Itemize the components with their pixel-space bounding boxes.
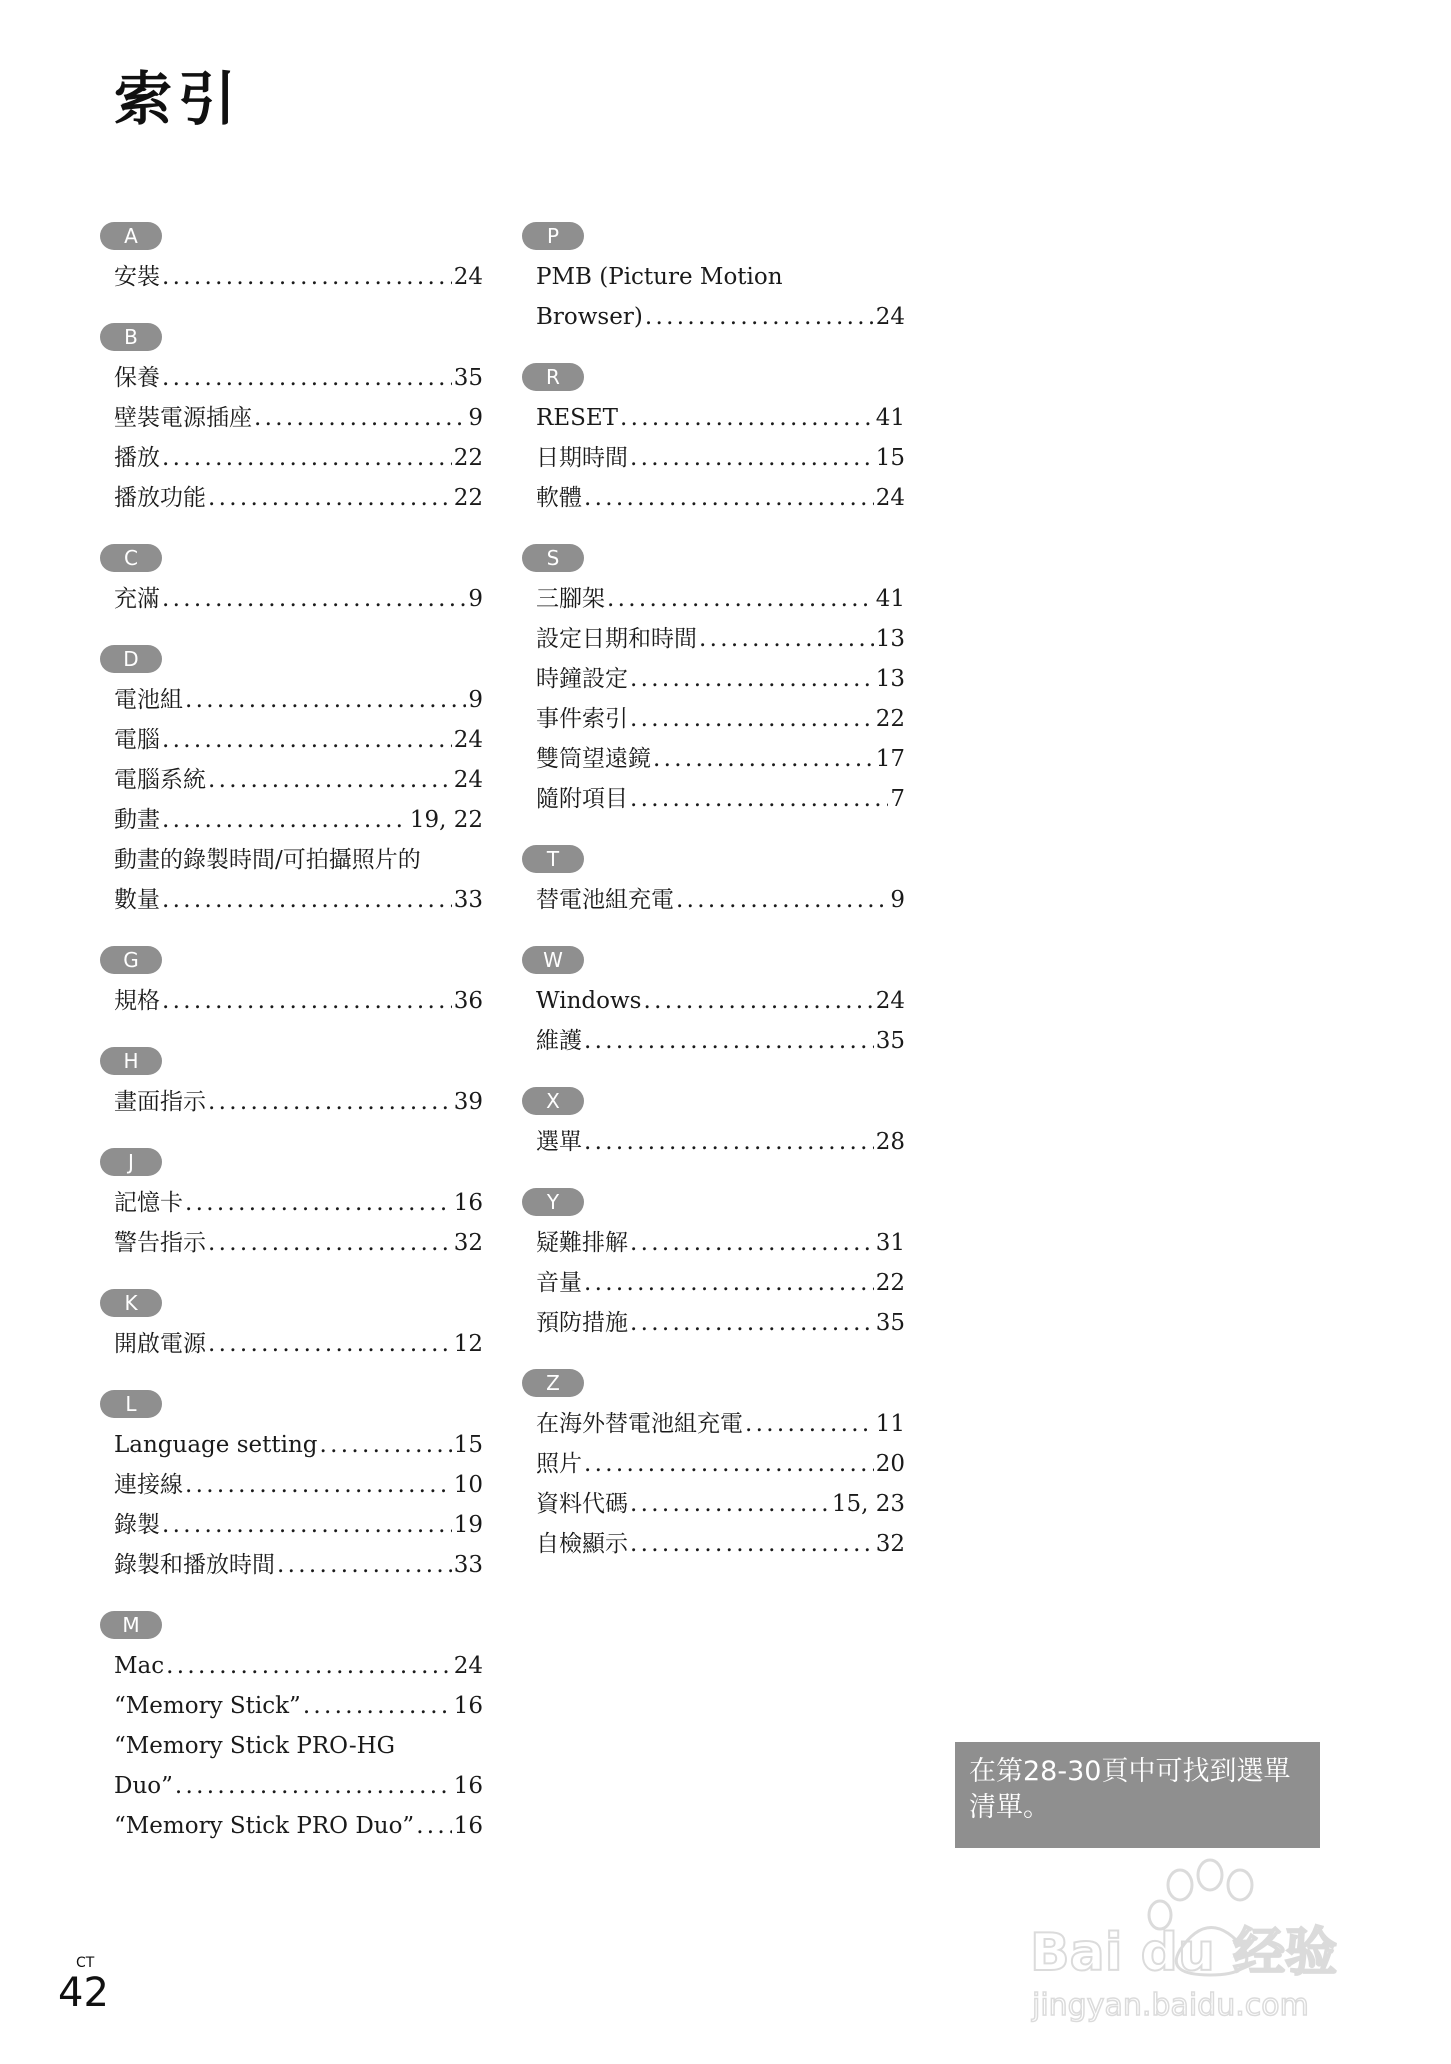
index-entry-page: 9 — [890, 887, 905, 913]
index-entry — [114, 579, 483, 619]
leader-dots — [676, 880, 888, 920]
index-entry-term: Mac — [114, 1653, 165, 1679]
index-entry-page: 41 — [875, 586, 905, 612]
index-entry-page: 19, 22 — [409, 807, 483, 833]
index-entry — [536, 398, 905, 438]
leader-dots — [416, 1806, 452, 1846]
index-entry — [114, 1324, 483, 1364]
leader-dots — [607, 579, 874, 619]
index-entry-term: 安裝 — [114, 264, 160, 290]
index-entry-page: 15, 23 — [831, 1491, 905, 1517]
section-letter-badge: H — [100, 1047, 162, 1075]
index-entry-page: 33 — [453, 887, 483, 913]
index-entry-page: 22 — [453, 445, 483, 471]
leader-dots — [745, 1404, 874, 1444]
index-entry-page: 33 — [453, 1552, 483, 1578]
index-entry — [536, 1021, 905, 1061]
index-entry — [536, 1223, 905, 1263]
index-entry-term: 壁裝電源插座 — [114, 405, 252, 431]
index-column-left — [100, 222, 483, 1872]
index-entry — [114, 1082, 483, 1122]
leader-dots — [208, 1324, 452, 1364]
leader-dots — [185, 680, 466, 720]
section-letter-badge: X — [522, 1087, 584, 1115]
section-letter-badge: D — [100, 645, 162, 673]
leader-dots — [643, 981, 873, 1021]
page-title: 索引 — [114, 65, 243, 133]
leader-dots — [175, 1766, 452, 1806]
index-entry — [536, 579, 905, 619]
section-letter-badge: L — [100, 1390, 162, 1418]
index-entry-page: 15 — [453, 1432, 483, 1458]
index-entry — [114, 680, 483, 720]
index-section — [522, 1369, 905, 1564]
index-entry-term: 選單 — [536, 1129, 582, 1155]
baidu-jingyan-watermark — [1030, 1855, 1370, 2025]
index-section — [522, 222, 905, 337]
index-entry-page: 7 — [890, 786, 905, 812]
index-entry-page: 24 — [453, 727, 483, 753]
index-entry-term: 日期時間 — [536, 445, 628, 471]
index-entry-page: 20 — [875, 1451, 905, 1477]
leader-dots — [162, 981, 452, 1021]
index-entry-term: 資料代碼 — [536, 1491, 628, 1517]
index-section — [100, 1289, 483, 1364]
index-section — [100, 1047, 483, 1122]
index-entry-page: 15 — [875, 445, 905, 471]
index-entry-page: 24 — [875, 304, 905, 330]
index-entry-page: 9 — [468, 687, 483, 713]
index-entry — [114, 1726, 483, 1806]
leader-dots — [653, 739, 874, 779]
index-entry-term: 設定日期和時間 — [536, 626, 697, 652]
index-entry-page: 13 — [875, 626, 905, 652]
leader-dots — [584, 1444, 874, 1484]
leader-dots — [162, 358, 452, 398]
index-entry — [114, 720, 483, 760]
index-entry-term: 三腳架 — [536, 586, 605, 612]
index-entry — [536, 478, 905, 518]
index-entry-page: 24 — [453, 264, 483, 290]
index-entry-term: “Memory Stick” — [114, 1693, 301, 1719]
index-entry — [536, 619, 905, 659]
index-entry-page: 22 — [875, 1270, 905, 1296]
leader-dots — [699, 619, 874, 659]
leader-dots — [162, 800, 408, 840]
index-entry-term: 替電池組充電 — [536, 887, 674, 913]
index-section — [100, 645, 483, 920]
index-entry — [114, 1425, 483, 1465]
index-entry-term: 事件索引 — [536, 706, 628, 732]
leader-dots — [277, 1545, 452, 1585]
index-entry-page: 32 — [453, 1230, 483, 1256]
index-entry-page: 31 — [875, 1230, 905, 1256]
leader-dots — [162, 438, 452, 478]
index-section — [522, 946, 905, 1061]
leader-dots — [630, 779, 888, 819]
index-entry — [114, 358, 483, 398]
index-entry — [114, 478, 483, 518]
index-entry-page: 35 — [875, 1310, 905, 1336]
index-entry-page: 32 — [875, 1531, 905, 1557]
index-entry-page: 22 — [875, 706, 905, 732]
section-letter-badge: B — [100, 323, 162, 351]
leader-dots — [208, 478, 452, 518]
index-entry-page: 16 — [453, 1773, 483, 1799]
leader-dots — [162, 720, 452, 760]
leader-dots — [185, 1465, 452, 1505]
leader-dots — [162, 1505, 452, 1545]
index-entry-term: 播放功能 — [114, 485, 206, 511]
index-entry — [114, 398, 483, 438]
index-entry-term: 規格 — [114, 988, 160, 1014]
index-section — [100, 946, 483, 1021]
index-entry — [536, 1303, 905, 1343]
leader-dots — [320, 1425, 452, 1465]
index-section — [522, 363, 905, 518]
index-section — [522, 1188, 905, 1343]
index-entry-term: 開啟電源 — [114, 1331, 206, 1357]
leader-dots — [584, 1122, 874, 1162]
leader-dots — [630, 659, 874, 699]
leader-dots — [584, 1021, 874, 1061]
index-entry-term: 自檢顯示 — [536, 1531, 628, 1557]
page-number-value: 42 — [58, 1970, 109, 2016]
section-letter-badge: G — [100, 946, 162, 974]
index-entry — [536, 1444, 905, 1484]
index-entry-term: 音量 — [536, 1270, 582, 1296]
leader-dots — [584, 1263, 874, 1303]
index-entry-term: 動畫 — [114, 807, 160, 833]
index-entry-term: 維護 — [536, 1028, 582, 1054]
section-letter-badge: Y — [522, 1188, 584, 1216]
index-entry-term: 在海外替電池組充電 — [536, 1411, 743, 1437]
index-entry — [536, 739, 905, 779]
leader-dots — [303, 1686, 452, 1726]
index-section — [100, 1148, 483, 1263]
index-section — [522, 845, 905, 920]
index-section — [522, 1087, 905, 1162]
section-letter-badge: S — [522, 544, 584, 572]
index-entry — [114, 1223, 483, 1263]
index-entry — [536, 659, 905, 699]
index-entry-page: 12 — [453, 1331, 483, 1357]
index-entry-term: 疑難排解 — [536, 1230, 628, 1256]
index-entry-page: 22 — [453, 485, 483, 511]
leader-dots — [208, 1223, 452, 1263]
index-entry-page: 24 — [875, 485, 905, 511]
index-entry — [536, 438, 905, 478]
watermark-url: jingyan.baidu.com — [1032, 1988, 1309, 2023]
index-section — [522, 544, 905, 819]
page-number — [58, 1955, 109, 2015]
index-entry — [114, 800, 483, 840]
leader-dots — [620, 398, 874, 438]
leader-dots — [185, 1183, 452, 1223]
index-entry-page: 39 — [453, 1089, 483, 1115]
index-entry-term: Duo” — [114, 1773, 173, 1799]
index-entry-term: 警告指示 — [114, 1230, 206, 1256]
index-entry — [536, 1484, 905, 1524]
leader-dots — [162, 579, 466, 619]
index-entry-page: 13 — [875, 666, 905, 692]
index-entry-term: 記憶卡 — [114, 1190, 183, 1216]
index-entry — [114, 257, 483, 297]
index-entry-term: Browser) — [536, 304, 643, 330]
section-letter-badge: P — [522, 222, 584, 250]
section-letter-badge: R — [522, 363, 584, 391]
index-entry-term: 照片 — [536, 1451, 582, 1477]
index-entry — [114, 1505, 483, 1545]
section-letter-badge: W — [522, 946, 584, 974]
index-entry-page: 11 — [875, 1411, 905, 1437]
index-entry-page: 16 — [453, 1813, 483, 1839]
leader-dots — [630, 1524, 874, 1564]
index-entry — [536, 1404, 905, 1444]
index-entry — [114, 1465, 483, 1505]
index-entry-term-line1: PMB (Picture Motion — [536, 264, 783, 290]
section-letter-badge: J — [100, 1148, 162, 1176]
index-entry-term: 電腦系統 — [114, 767, 206, 793]
leader-dots — [162, 257, 452, 297]
index-entry-page: 41 — [875, 405, 905, 431]
index-entry-page: 24 — [453, 1653, 483, 1679]
leader-dots — [630, 1303, 874, 1343]
leader-dots — [645, 297, 874, 337]
index-entry — [114, 1545, 483, 1585]
index-column-right — [522, 222, 905, 1590]
leader-dots — [208, 760, 452, 800]
leader-dots — [630, 1484, 830, 1524]
index-entry — [536, 1122, 905, 1162]
index-entry-term-line1: 動畫的錄製時間/可拍攝照片的 — [114, 847, 421, 873]
index-entry-term: 連接線 — [114, 1472, 183, 1498]
index-entry — [536, 699, 905, 739]
index-entry-term: RESET — [536, 405, 618, 431]
index-entry-page: 19 — [453, 1512, 483, 1538]
section-letter-badge: M — [100, 1611, 162, 1639]
leader-dots — [630, 1223, 874, 1263]
page-number-superscript: CT — [76, 1955, 95, 1971]
index-entry-term: 錄製 — [114, 1512, 160, 1538]
index-section — [100, 222, 483, 297]
index-entry — [114, 760, 483, 800]
index-entry-page: 16 — [453, 1693, 483, 1719]
index-entry-page: 24 — [875, 988, 905, 1014]
index-entry-page: 36 — [453, 988, 483, 1014]
index-entry — [114, 1806, 483, 1846]
index-entry-page: 9 — [468, 586, 483, 612]
index-entry-term: 預防措施 — [536, 1310, 628, 1336]
index-entry — [114, 1646, 483, 1686]
index-entry-term: “Memory Stick PRO Duo” — [114, 1813, 415, 1839]
index-entry-term: 充滿 — [114, 586, 160, 612]
index-section — [100, 544, 483, 619]
leader-dots — [162, 880, 452, 920]
index-entry-term: 畫面指示 — [114, 1089, 206, 1115]
leader-dots — [630, 699, 874, 739]
index-entry-page: 35 — [875, 1028, 905, 1054]
index-entry-term: 播放 — [114, 445, 160, 471]
index-entry-term: 軟體 — [536, 485, 582, 511]
index-entry-term: 雙筒望遠鏡 — [536, 746, 651, 772]
index-entry-page: 28 — [875, 1129, 905, 1155]
index-entry-page: 17 — [875, 746, 905, 772]
index-entry-page: 35 — [453, 365, 483, 391]
watermark-brand: Bai du 经验 — [1030, 1923, 1337, 1983]
index-entry — [536, 880, 905, 920]
index-entry-page: 24 — [453, 767, 483, 793]
index-entry-term: Language setting — [114, 1432, 318, 1458]
index-entry — [536, 257, 905, 337]
leader-dots — [584, 478, 874, 518]
leader-dots — [254, 398, 466, 438]
index-entry — [114, 1183, 483, 1223]
index-entry-term: 數量 — [114, 887, 160, 913]
index-entry — [114, 1686, 483, 1726]
index-entry — [114, 981, 483, 1021]
index-entry-term: 電腦 — [114, 727, 160, 753]
index-section — [100, 323, 483, 518]
index-entry-term: 錄製和播放時間 — [114, 1552, 275, 1578]
section-letter-badge: Z — [522, 1369, 584, 1397]
index-entry-term: 保養 — [114, 365, 160, 391]
section-letter-badge: T — [522, 845, 584, 873]
index-entry-term: 隨附項目 — [536, 786, 628, 812]
index-entry — [114, 438, 483, 478]
index-entry-page: 16 — [453, 1190, 483, 1216]
index-entry — [536, 981, 905, 1021]
index-entry — [536, 1524, 905, 1564]
index-entry-term: Windows — [536, 988, 642, 1014]
menu-list-note: 在第28-30頁中可找到選單清單。 — [955, 1742, 1320, 1848]
index-section — [100, 1390, 483, 1585]
index-entry-term-line1: “Memory Stick PRO-HG — [114, 1733, 396, 1759]
leader-dots — [630, 438, 874, 478]
section-letter-badge: A — [100, 222, 162, 250]
index-entry-page: 9 — [468, 405, 483, 431]
leader-dots — [208, 1082, 452, 1122]
index-entry — [114, 840, 483, 920]
section-letter-badge: C — [100, 544, 162, 572]
index-section — [100, 1611, 483, 1846]
index-entry-term: 電池組 — [114, 687, 183, 713]
index-entry — [536, 779, 905, 819]
section-letter-badge: K — [100, 1289, 162, 1317]
index-entry-page: 10 — [453, 1472, 483, 1498]
index-entry-term: 時鐘設定 — [536, 666, 628, 692]
leader-dots — [166, 1646, 452, 1686]
index-entry — [536, 1263, 905, 1303]
